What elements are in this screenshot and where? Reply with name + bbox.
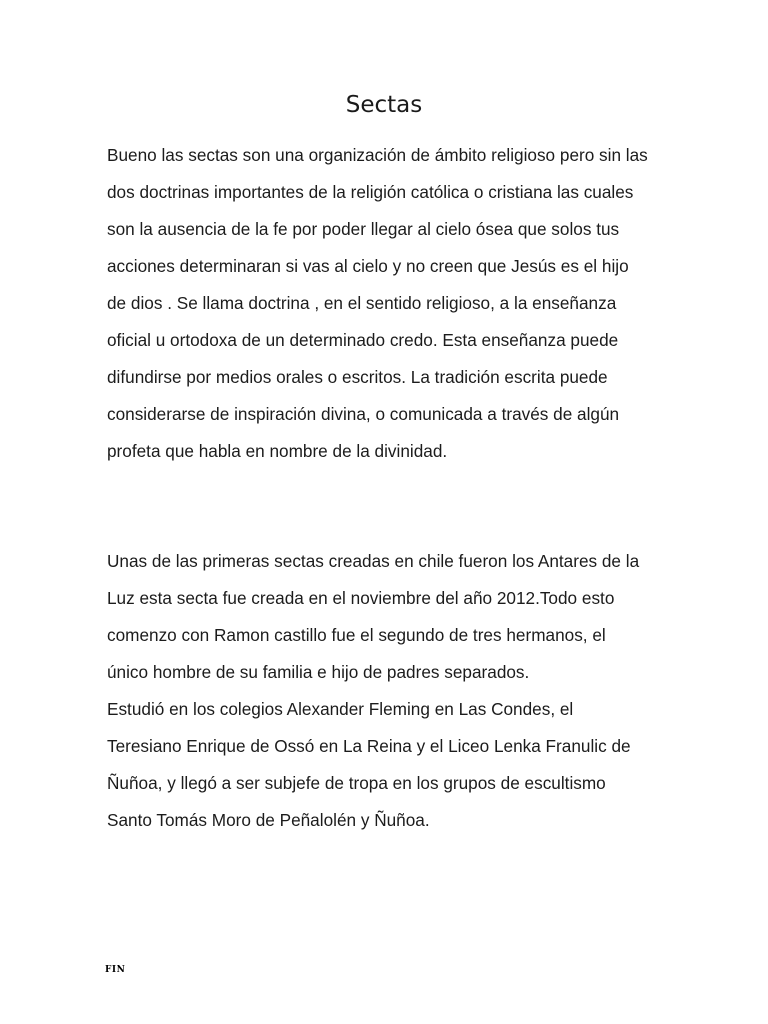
paragraph-line: oficial u ortodoxa de un determinado credo. Esta enseñanza puede [107,330,619,350]
paragraph-line: Estudió en los colegios Alexander Fleming en Las Condes, el [107,699,574,719]
paragraph-line: Ñuñoa, y llegó a ser subjefe de tropa en los grupos de escultismo [107,773,606,793]
fin-mark: FIN [105,965,126,975]
paragraph-line: Santo Tomás Moro de Peñalolén y Ñuñoa. [107,810,430,830]
paragraph-line: comenzo con Ramon castillo fue el segundo de tres hermanos, el [107,625,606,645]
paragraph-line: profeta que habla en nombre de la divinidad. [107,441,448,461]
paragraph-line: son la ausencia de la fe por poder llegar al cielo ósea que solos tus [107,219,620,239]
paragraph-line: Bueno las sectas son una organización de ámbito religioso pero sin las [107,145,648,165]
paragraph-line: Teresiano Enrique de Ossó en La Reina y el Liceo Lenka Franulic de [107,736,631,756]
paragraph-line: Luz esta secta fue creada en el noviembre del año 2012.Todo esto [107,588,615,608]
paragraph-sectas-definition [107,137,687,470]
paragraph-line: dos doctrinas importantes de la religión católica o cristiana las cuales [107,182,634,202]
paragraph-antares-de-la-luz [107,543,687,839]
paragraph-line: Unas de las primeras sectas creadas en chile fueron los Antares de la [107,551,640,571]
paragraph-line: difundirse por medios orales o escritos. La tradición escrita puede [107,367,608,387]
document-title: Sectas [345,92,423,118]
paragraph-line: considerarse de inspiración divina, o comunicada a través de algún [107,404,620,424]
paragraph-line: de dios . Se llama doctrina , en el sentido religioso, a la enseñanza [107,293,617,313]
paragraph-line: acciones determinaran si vas al cielo y no creen que Jesús es el hijo [107,256,629,276]
paragraph-line: único hombre de su familia e hijo de padres separados. [107,662,530,682]
